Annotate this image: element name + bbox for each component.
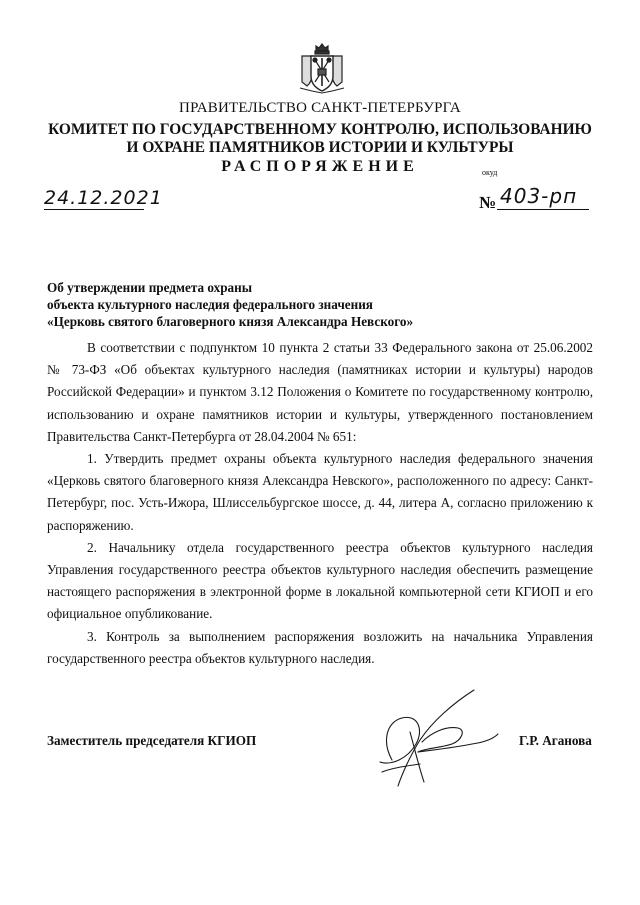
subject-line2: объекта культурного наследия федерального значения <box>47 297 373 312</box>
date-underline <box>44 209 144 210</box>
clause-3-paragraph: 3. Контроль за выполнением распоряжения возложить на начальника Управления государственного реестра объектов культурного наследия. <box>47 628 593 666</box>
committee-name <box>0 121 640 157</box>
order-body <box>47 337 593 670</box>
handwritten-signature <box>362 682 502 800</box>
order-number: 403-рп <box>500 184 578 208</box>
preamble-paragraph: В соответствии с подпунктом 10 пункта 2 статьи 33 Федерального закона от 25.06.2002 № 73-ФЗ «Об объектах культурного наследия (памятниках истории и культуры) народов Российской Федерации» и пунктом 3.12 Положения о Комитете по государственному контролю, использованию и охране памятников истории и культуры, утвержденного постановлением Правительства Санкт-Петербурга от 28.04.2004 № 651: <box>47 340 593 444</box>
order-subject <box>47 279 467 330</box>
signatory-title: Заместитель председателя КГИОП <box>47 733 257 748</box>
document-type-heading: РАСПОРЯЖЕНИЕ <box>221 158 419 175</box>
signatory-name: Г.Р. Аганова <box>519 733 592 748</box>
order-date: 24.12.2021 <box>44 187 163 209</box>
coat-of-arms-emblem <box>298 42 346 94</box>
subject-line3: «Церковь святого благоверного князя Александра Невского» <box>47 314 414 329</box>
number-underline <box>497 209 589 210</box>
okud-label: окуд <box>482 168 498 177</box>
committee-name-line2: И ОХРАНЕ ПАМЯТНИКОВ ИСТОРИИ И КУЛЬТУРЫ <box>126 139 514 156</box>
clause-2-paragraph: 2. Начальнику отдела государственного реестра объектов культурного наследия Управления государственного реестра объектов культурного наследия обеспечить размещение настоящего распоряжения в электронной форме в локальной компьютерной сети КГИОП и его официальное опубликование. <box>47 539 593 622</box>
committee-name-line1: КОМИТЕТ ПО ГОСУДАРСТВЕННОМУ КОНТРОЛЮ, ИСПОЛЬЗОВАНИЮ <box>48 121 592 138</box>
clause-1-paragraph: 1. Утвердить предмет охраны объекта культурного наследия федерального значения «Церковь святого благоверного князя Александра Невского», расположенного по адресу: Санкт-Петербург, пос. Усть-Ижора, Шлиссельбургское шоссе, д. 44, литера А, согласно приложению к распоряжению. <box>47 451 593 533</box>
number-sign: № <box>479 193 497 212</box>
government-name: ПРАВИТЕЛЬСТВО САНКТ-ПЕТЕРБУРГА <box>179 100 461 116</box>
subject-line1: Об утверждении предмета охраны <box>47 280 253 295</box>
